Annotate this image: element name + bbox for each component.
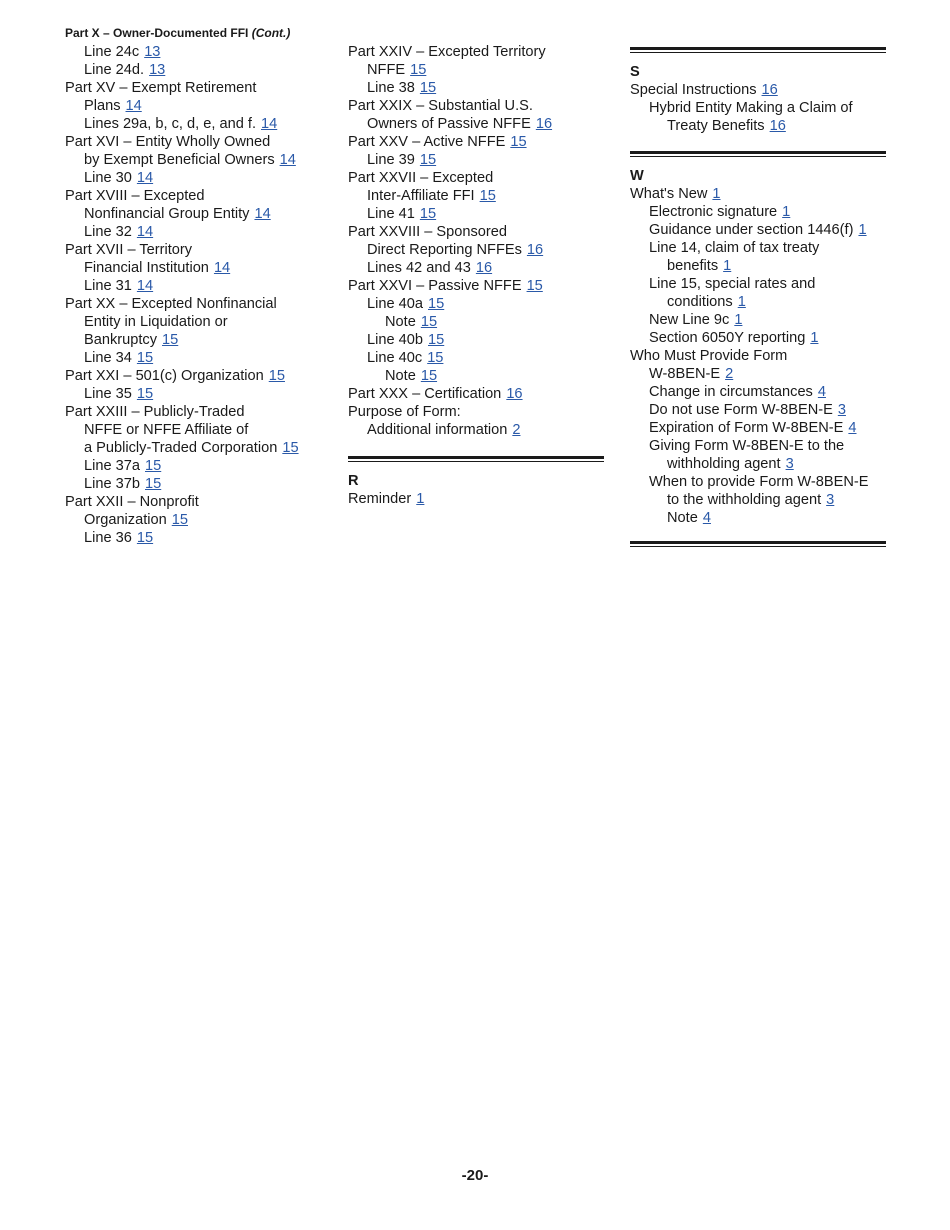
page-link[interactable]: 13 xyxy=(144,44,161,60)
index-entry-text: Line 30 xyxy=(84,170,132,186)
index-entry xyxy=(348,61,604,79)
page-link[interactable]: 1 xyxy=(737,294,746,310)
index-entry xyxy=(65,331,327,349)
page-link[interactable]: 3 xyxy=(826,492,835,508)
index-entry xyxy=(65,475,327,493)
index-entry-text: Line 31 xyxy=(84,278,132,294)
index-entry-text: Part XXII – Nonprofit xyxy=(65,494,199,510)
index-list-s xyxy=(630,81,886,135)
index-entry xyxy=(65,43,327,61)
index-entry-text: Line 39 xyxy=(367,152,415,168)
index-entry-text: Part XV – Exempt Retirement xyxy=(65,80,257,96)
index-entry-text: Nonfinancial Group Entity xyxy=(84,206,250,222)
index-entry-text: Lines 29a, b, c, d, e, and f. xyxy=(84,116,256,132)
index-entry xyxy=(630,293,886,311)
index-entry xyxy=(348,205,604,223)
section-letter-r: R xyxy=(348,473,359,489)
index-entry xyxy=(348,223,604,241)
index-entry xyxy=(630,509,886,527)
index-entry-text: Part XXVII – Excepted xyxy=(348,170,494,186)
index-entry-text: Guidance under section 1446(f) xyxy=(649,222,854,238)
index-list-col1 xyxy=(65,43,327,547)
index-entry-text: Line 15, special rates and xyxy=(649,276,816,292)
page-link[interactable]: 1 xyxy=(782,204,791,220)
page-link[interactable]: 15 xyxy=(479,188,496,204)
page-link[interactable]: 2 xyxy=(512,422,521,438)
index-entry-text: Part XVIII – Excepted xyxy=(65,188,205,204)
index-entry-text: Special Instructions xyxy=(630,82,757,98)
index-entry xyxy=(630,311,886,329)
index-list-col2 xyxy=(348,43,604,439)
index-entry xyxy=(65,511,327,529)
index-column-2 xyxy=(348,25,604,508)
index-entry-text: Line 41 xyxy=(367,206,415,222)
page-link[interactable]: 16 xyxy=(475,260,493,276)
page-link[interactable]: 15 xyxy=(420,314,438,330)
index-entry-text: Treaty Benefits xyxy=(667,118,765,134)
page-link[interactable]: 14 xyxy=(254,206,271,222)
index-entry xyxy=(65,529,327,547)
page-link[interactable]: 1 xyxy=(723,258,732,274)
index-entry-text: Line 14, claim of tax treaty xyxy=(649,240,820,256)
index-entry-text: Electronic signature xyxy=(649,204,778,220)
index-entry xyxy=(65,295,327,313)
index-entry xyxy=(348,151,604,169)
index-entry xyxy=(65,151,327,169)
index-column-1 xyxy=(65,25,327,547)
index-entry xyxy=(65,223,327,241)
index-entry xyxy=(630,239,886,257)
index-entry xyxy=(65,259,327,277)
index-entry xyxy=(65,457,327,475)
index-entry xyxy=(630,81,886,99)
index-entry xyxy=(65,493,327,511)
index-entry-text: to the withholding agent xyxy=(667,492,822,508)
index-entry-text: Part XXIII – Publicly-Traded xyxy=(65,404,245,420)
page-link[interactable]: 15 xyxy=(145,476,162,492)
index-entry-text: withholding agent xyxy=(667,456,781,472)
index-entry-text: Part XXI – 501(c) Organization xyxy=(65,368,264,384)
index-column-3 xyxy=(630,25,886,547)
index-entry xyxy=(65,61,327,79)
index-entry xyxy=(65,403,327,421)
page-link[interactable]: 15 xyxy=(427,350,444,366)
index-entry-text: Part XVI – Entity Wholly Owned xyxy=(65,134,271,150)
index-entry xyxy=(65,385,327,403)
index-entry xyxy=(630,347,886,365)
page-link[interactable]: 1 xyxy=(734,312,743,328)
index-entry-text: Giving Form W-8BEN-E to the xyxy=(649,438,845,454)
page-link[interactable]: 14 xyxy=(261,116,278,132)
index-entry xyxy=(65,439,327,457)
index-entry xyxy=(348,331,604,349)
page-link[interactable]: 15 xyxy=(410,62,427,78)
page-link[interactable]: 16 xyxy=(535,116,553,132)
page-link[interactable]: 15 xyxy=(136,386,154,402)
index-entry-text: Direct Reporting NFFEs xyxy=(367,242,522,258)
page-link[interactable]: 15 xyxy=(419,206,437,222)
index-entry xyxy=(630,419,886,437)
index-entry-text: Part XXIV – Excepted Territory xyxy=(348,44,546,60)
page-number: -20- xyxy=(461,1167,489,1184)
page-link[interactable]: 3 xyxy=(785,456,794,472)
index-entry xyxy=(630,185,886,203)
index-entry-text: Line 37a xyxy=(84,458,140,474)
index-entry-text: Reminder xyxy=(348,491,412,507)
index-entry xyxy=(348,295,604,313)
index-entry xyxy=(65,79,327,97)
index-entry-text: Part XXX – Certification xyxy=(348,386,502,402)
page-link[interactable]: 15 xyxy=(526,278,543,294)
index-entry xyxy=(65,241,327,259)
index-entry-text: Line 32 xyxy=(84,224,132,240)
page-link[interactable]: 14 xyxy=(136,224,154,240)
page-link[interactable]: 4 xyxy=(702,510,711,526)
page-link[interactable]: 13 xyxy=(149,62,166,78)
section-letter-w: W xyxy=(630,168,644,184)
page-link[interactable]: 4 xyxy=(848,420,857,436)
index-entry-text: Line 40a xyxy=(367,296,423,312)
index-entry xyxy=(630,99,886,117)
index-entry-text: Inter-Affiliate FFI xyxy=(367,188,475,204)
continued-header xyxy=(65,25,327,41)
index-entry-text: Financial Institution xyxy=(84,260,209,276)
page-link[interactable]: 16 xyxy=(506,386,523,402)
index-list-w xyxy=(630,185,886,527)
continued-header-cont: (Cont.) xyxy=(251,26,291,40)
page-link[interactable]: 15 xyxy=(419,152,437,168)
index-entry-text: by Exempt Beneficial Owners xyxy=(84,152,275,168)
index-entry xyxy=(348,367,604,385)
page-link[interactable]: 15 xyxy=(162,332,179,348)
index-entry-text: Organization xyxy=(84,512,167,528)
index-entry-text: Line 36 xyxy=(84,530,132,546)
index-entry xyxy=(630,257,886,275)
index-entry-text: Hybrid Entity Making a Claim of xyxy=(649,100,853,116)
page-link[interactable]: 15 xyxy=(145,458,162,474)
index-entry-text: Additional information xyxy=(367,422,508,438)
index-entry xyxy=(65,115,327,133)
index-entry xyxy=(348,490,604,508)
index-entry xyxy=(348,385,604,403)
index-entry-text: Part XXVI – Passive NFFE xyxy=(348,278,522,294)
index-entry-text: Owners of Passive NFFE xyxy=(367,116,531,132)
index-entry xyxy=(65,277,327,295)
index-entry xyxy=(630,203,886,221)
continued-header-title: Part X – Owner-Documented FFI xyxy=(65,26,249,40)
index-entry xyxy=(630,473,886,491)
index-entry xyxy=(348,277,604,295)
index-entry-text: What's New xyxy=(630,186,708,202)
index-entry xyxy=(348,187,604,205)
index-entry xyxy=(348,349,604,367)
index-entry xyxy=(65,169,327,187)
index-entry xyxy=(630,437,886,455)
page-link[interactable]: 14 xyxy=(136,278,154,294)
page-link[interactable]: 15 xyxy=(282,440,299,456)
index-entry-text: Lines 42 and 43 xyxy=(367,260,471,276)
index-entry xyxy=(630,221,886,239)
index-entry-text: Part XX – Excepted Nonfinancial xyxy=(65,296,277,312)
page-link[interactable]: 15 xyxy=(420,368,438,384)
index-entry xyxy=(630,383,886,401)
index-entry xyxy=(348,313,604,331)
page-link[interactable]: 2 xyxy=(725,366,734,382)
page-link[interactable]: 15 xyxy=(268,368,285,384)
index-entry-text: Plans xyxy=(84,98,121,114)
page-link[interactable]: 16 xyxy=(761,82,778,98)
index-entry-text: NFFE or NFFE Affiliate of xyxy=(84,422,249,438)
page-link[interactable]: 15 xyxy=(136,530,154,546)
index-entry xyxy=(630,491,886,509)
index-entry-text: Line 24d. xyxy=(84,62,145,78)
index-entry-text: NFFE xyxy=(367,62,406,78)
index-entry-text: Line 40c xyxy=(367,350,423,366)
index-entry xyxy=(65,367,327,385)
index-entry-text: a Publicly-Traded Corporation xyxy=(84,440,278,456)
index-entry-text: When to provide Form W-8BEN-E xyxy=(649,474,869,490)
section-letter-s: S xyxy=(630,64,640,80)
page-link[interactable]: 15 xyxy=(428,332,445,348)
index-entry xyxy=(348,115,604,133)
index-entry-text: Expiration of Form W-8BEN-E xyxy=(649,420,844,436)
page-link[interactable]: 15 xyxy=(136,350,154,366)
index-entry-text: Do not use Form W-8BEN-E xyxy=(649,402,833,418)
index-entry xyxy=(65,205,327,223)
page-link[interactable]: 15 xyxy=(428,296,445,312)
index-entry xyxy=(65,133,327,151)
index-list-r xyxy=(348,490,604,508)
section-divider-end xyxy=(630,541,886,547)
index-entry xyxy=(348,403,604,421)
index-entry-text: Part XXVIII – Sponsored xyxy=(348,224,507,240)
index-entry xyxy=(630,455,886,473)
index-entry-text: Bankruptcy xyxy=(84,332,158,348)
page-link[interactable]: 15 xyxy=(171,512,188,528)
index-entry-text: conditions xyxy=(667,294,733,310)
page-link[interactable]: 4 xyxy=(817,384,826,400)
page-link[interactable]: 16 xyxy=(769,118,786,134)
index-entry-text: benefits xyxy=(667,258,719,274)
index-entry xyxy=(348,43,604,61)
index-entry-text: Purpose of Form: xyxy=(348,404,461,420)
index-entry-text: Line 38 xyxy=(367,80,415,96)
index-entry-text: Note xyxy=(385,368,416,384)
index-entry-text: Note xyxy=(667,510,698,526)
index-entry-text: Who Must Provide Form xyxy=(630,348,788,364)
index-entry xyxy=(630,401,886,419)
index-entry xyxy=(630,117,886,135)
page-link[interactable]: 16 xyxy=(526,242,544,258)
index-entry-text: Part XXV – Active NFFE xyxy=(348,134,506,150)
index-entry xyxy=(348,259,604,277)
page-link[interactable]: 14 xyxy=(279,152,296,168)
page-link[interactable]: 3 xyxy=(837,402,846,418)
index-entry xyxy=(348,241,604,259)
index-entry-text: Part XXIX – Substantial U.S. xyxy=(348,98,533,114)
index-entry-text: Change in circumstances xyxy=(649,384,813,400)
index-entry xyxy=(348,133,604,151)
page-link[interactable]: 1 xyxy=(416,491,425,507)
page-link[interactable]: 1 xyxy=(712,186,721,202)
page-link[interactable]: 15 xyxy=(419,80,437,96)
index-entry xyxy=(348,79,604,97)
index-entry xyxy=(348,97,604,115)
index-entry-text: Part XVII – Territory xyxy=(65,242,193,258)
index-entry xyxy=(348,169,604,187)
index-entry-text: Section 6050Y reporting xyxy=(649,330,806,346)
index-entry xyxy=(348,421,604,439)
index-entry xyxy=(65,97,327,115)
index-entry-text: New Line 9c xyxy=(649,312,730,328)
page-link[interactable]: 14 xyxy=(213,260,231,276)
index-entry-text: Entity in Liquidation or xyxy=(84,314,228,330)
index-entry xyxy=(65,349,327,367)
index-entry-text: Line 40b xyxy=(367,332,423,348)
page-link[interactable]: 14 xyxy=(136,170,154,186)
index-entry-text: Line 34 xyxy=(84,350,132,366)
index-entry xyxy=(65,187,327,205)
index-entry xyxy=(630,365,886,383)
page-link[interactable]: 15 xyxy=(510,134,527,150)
index-entry-text: Line 35 xyxy=(84,386,132,402)
index-entry-text: Note xyxy=(385,314,416,330)
index-entry xyxy=(65,313,327,331)
index-entry-text: Line 24c xyxy=(84,44,140,60)
index-entry-text: Line 37b xyxy=(84,476,140,492)
page-link[interactable]: 1 xyxy=(858,222,867,238)
page-link[interactable]: 14 xyxy=(125,98,142,114)
index-entry-text: W-8BEN-E xyxy=(649,366,721,382)
index-entry xyxy=(65,421,327,439)
page-link[interactable]: 1 xyxy=(810,330,819,346)
index-entry xyxy=(630,329,886,347)
index-entry xyxy=(630,275,886,293)
